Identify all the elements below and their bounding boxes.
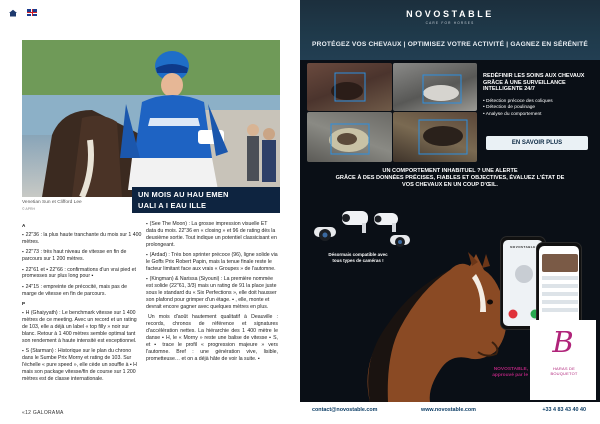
bullet-marker: ▪ xyxy=(146,276,148,282)
contact-bar xyxy=(308,403,592,418)
paragraph: S (Starman) : Historique sur le plan du chrono dans le Sumbe Prix Morny et rating de 103. Sur l'échelle « pure speed », elle cède un souffle à ▪ H mais son package vitesse/fin de course sur 1 200 mètres est de classe internationale. xyxy=(22,348,137,382)
logo-subtitle: CARE FOR HORSES xyxy=(425,21,475,25)
caption-text: Venetian Sun et Clifford Lee xyxy=(22,200,82,205)
camera-feed xyxy=(307,112,392,162)
article-column-2 xyxy=(146,221,278,366)
photo-caption xyxy=(22,200,82,212)
caption-credit: © APRH xyxy=(22,207,36,211)
paragraph: 22"36 : la plus haute tranchante du mois sur 1 400 mètres. xyxy=(22,231,142,245)
alert-line: VOS CHEVAUX EN UN COUP D'ŒIL. xyxy=(402,182,498,189)
feature-title: REDÉFINIR LES SOINS AUX CHEVAUX GRÂCE À UNE SURVEILLANCE INTELLIGENTE 24/7 xyxy=(483,73,585,93)
paragraph: (Ardad) : Très bon sprinter précoce (96), ligne solide via le Goffs Prix Robert Papin, mais la tenue finale reste le facteur limitant face aux vrais « Groupes » de l'automne. xyxy=(146,252,278,272)
camera-feed xyxy=(393,112,477,162)
right-ad-page xyxy=(300,0,600,424)
alert-text-block xyxy=(310,168,590,190)
bullet-marker: ▪ xyxy=(22,283,24,289)
bullet-marker: ▪ xyxy=(22,266,24,272)
bullet-marker: ▪ xyxy=(22,231,24,237)
bullet-marker: ▪ xyxy=(22,249,24,255)
feature-item: • Détection précoce des coliques xyxy=(483,99,593,105)
paragraph: (Kingman) & Narissa (Siyouni) : La première nommée est solide (22"61, 3/3) mais un rating de 91 la place juste sous le standard du « Six Perfections », elle doit hausser son plafond pour grimper d'un étage. ▪ , elle, monte et devrait encore gagner avec quelques mètres en plus. xyxy=(146,276,277,310)
alert-line: UN COMPORTEMENT INHABITUEL ? UNE ALERTE xyxy=(382,168,518,174)
feature-item: • Analyse du comportement xyxy=(483,112,593,118)
camera-feed xyxy=(307,63,392,111)
page-footer: «12 GALORAMA xyxy=(22,410,64,416)
alert-line: GRÂCE À DES DONNÉES PRÉCISES, FIABLES ET OBJECTIVES, ÉVALUEZ L'ÉTAT DE xyxy=(335,175,565,182)
month-title-line-1: UN MOIS AU HAU EMEN xyxy=(138,190,229,199)
camera-feed-grid xyxy=(307,63,477,163)
bullet-marker: ▪ xyxy=(22,348,24,354)
ad-tagline: PROTÉGEZ VOS CHEVAUX | OPTIMISEZ VOTRE ACTIVITÉ | GAGNEZ EN SÉRÉNITÉ xyxy=(312,41,588,48)
section-marker: P xyxy=(22,301,26,307)
paragraph: (See The Moon) : La grosse impression visuelle ET data du mois. 22"36 en « closing » et 96 de rating dès la deuxième sortie. Tout indique un potentiel classicisant en prolongeant. xyxy=(146,221,277,248)
bullet-marker: ▪ xyxy=(146,221,148,226)
haras-name: HARAS DE BOUQUETOT xyxy=(550,366,578,376)
paragraph: 22"61 et ▪ 22"66 : confirmations d'un vrai pied et promesses sur plus long pour ▪ xyxy=(22,266,136,280)
paragraph: H (Ghaiyyath) : Le benchmark vitesse sur 1 400 mètres de ce meeting. Avec un record et un rating de 103, elle a déjà un label « top filly » noir sur blanc. Retour à 1 400 mètres semble optimal tant son rendement à haute intensité est exceptionnel. xyxy=(22,310,137,344)
feature-item: • Détection de poulinage xyxy=(483,105,593,111)
haras-monogram: B xyxy=(552,325,574,359)
conclusion-paragraph: Un mois d'août hautement qualitatif à Deauville : records, chronos de référence et signatures d'accélération nettes. La hiérarchie des 1 400 mètre le danse ▪ H, le « Morny » reste une balise de vitesse ▪ S, et ▪ trace le profil « progression majeure » vers l'automne. Bref : une génération vive, lisible, prometteuse… et on a déjà hâte de voir la suite. ▪ xyxy=(146,314,278,362)
article-column-1 xyxy=(22,221,142,386)
jockey-horse-photo xyxy=(22,40,280,197)
section-marker: A xyxy=(22,223,26,228)
feature-panel xyxy=(480,63,594,163)
website-link[interactable]: www.novostable.com xyxy=(421,407,476,413)
paragraph: 24"15 : empreinte de précocité, mais pas de marge de vitesse en fin de parcours. xyxy=(22,283,127,297)
bullet-marker: ▪ xyxy=(146,252,148,258)
month-title-line-2: UALI A I EAU ILLE xyxy=(138,201,207,210)
haras-partner-logo xyxy=(530,320,596,400)
uk-flag-icon[interactable] xyxy=(27,9,37,16)
learn-more-button[interactable]: EN SAVOIR PLUS xyxy=(486,136,588,150)
app-logo: NOVOSTABLE xyxy=(510,245,536,249)
feature-list xyxy=(483,99,593,118)
novostable-logo[interactable]: NOVOSTABLE xyxy=(406,9,494,19)
contact-email-link[interactable]: contact@novostable.com xyxy=(312,407,378,413)
camera-feed xyxy=(393,63,477,111)
home-icon[interactable] xyxy=(8,9,18,16)
compatibility-note: Désormais compatible avec tous types de caméras ! xyxy=(328,252,388,263)
partner-note: NOVOSTABLE, approuvé par le xyxy=(492,367,528,378)
bullet-marker: ▪ xyxy=(22,310,24,316)
phone-number[interactable]: +33 4 83 43 40 40 xyxy=(542,407,586,413)
paragraph: 22"73 : très haut niveau de vitesse en fin de parcours sur 1 200 mètres. xyxy=(22,249,127,263)
month-title-band xyxy=(132,187,280,213)
